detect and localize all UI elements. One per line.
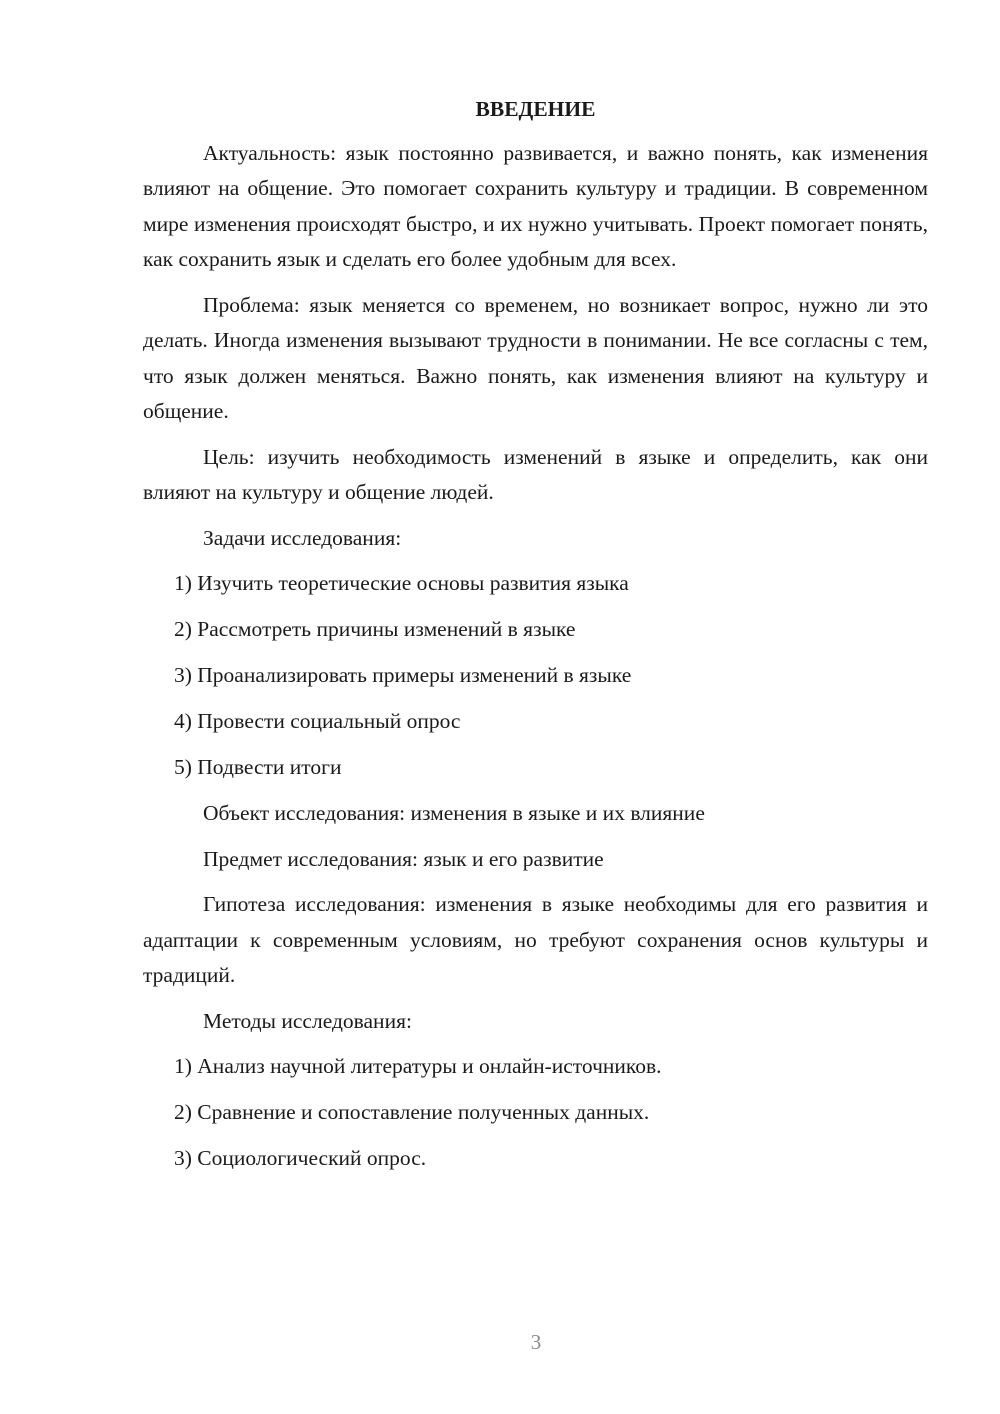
method-item: 1) Анализ научной литературы и онлайн-источников. (174, 1054, 662, 1078)
relevance-paragraph: Актуальность: язык постоянно развивается, и важно понять, как изменения влияют на общение. Это помогает сохранить культуру и традиции. В современном мире изменения происходят быстро, и их нужно учитывать. Проект помогает понять, как сохранить язык и сделать его более удобным для всех. (143, 140, 928, 271)
subject-paragraph: Предмет исследования: язык и его развитие (203, 846, 604, 871)
hypothesis-paragraph: Гипотеза исследования: изменения в языке необходимы для его развития и адаптации к современным условиям, но требуют сохранения основ культуры и традиций. (143, 892, 928, 987)
tasks-list (143, 566, 928, 786)
object-paragraph: Объект исследования: изменения в языке и их влияние (203, 801, 705, 825)
tasks-heading: Задачи исследования: (203, 525, 402, 550)
problem-paragraph: Проблема: язык меняется со временем, но возникает вопрос, нужно ли это делать. Иногда изменения вызывают трудности в понимании. Не все согласны с тем, что язык должен меняться. Важно понять, как изменения влияют на культуру и общение. (143, 292, 928, 423)
methods-heading: Методы исследования: (203, 1008, 412, 1033)
task-item: 4) Провести социальный опрос (174, 709, 461, 733)
methods-list (143, 1049, 928, 1177)
method-item: 2) Сравнение и сопоставление полученных данных. (174, 1100, 650, 1124)
goal-paragraph: Цель: изучить необходимость изменений в языке и определить, как они влияют на культуру и общение людей. (143, 444, 928, 504)
section-title: ВВЕДЕНИЕ (475, 97, 596, 121)
page-number: 3 (530, 1330, 542, 1354)
task-item: 2) Рассмотреть причины изменений в языке (174, 617, 576, 641)
task-item: 3) Проанализировать примеры изменений в языке (174, 663, 632, 687)
task-item: 1) Изучить теоретические основы развития языка (174, 571, 629, 595)
task-item: 5) Подвести итоги (174, 755, 342, 779)
method-item: 3) Социологический опрос. (174, 1146, 427, 1170)
document-body (143, 92, 928, 1187)
